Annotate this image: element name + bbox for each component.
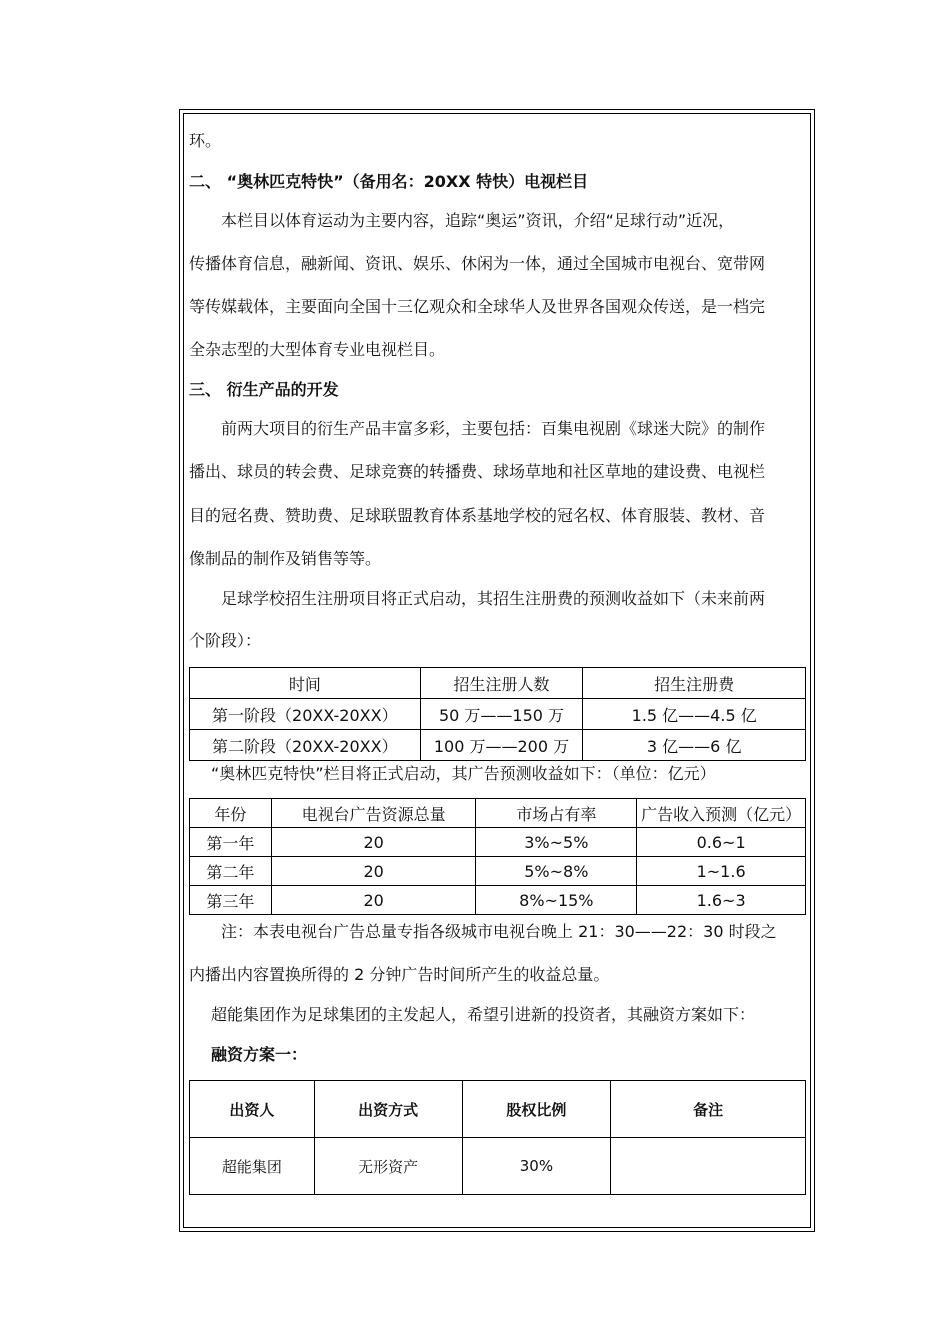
table-header-cell: 广告收入预测（亿元） xyxy=(637,799,806,828)
table-cell: 30% xyxy=(462,1138,611,1195)
table-cell: 20 xyxy=(271,828,476,857)
table-row xyxy=(190,828,806,857)
paragraph-line: 目的冠名费、赞助费、足球联盟教育体系基地学校的冠名权、体育服装、教材、音 xyxy=(189,506,766,525)
table-cell: 第一年 xyxy=(190,828,272,857)
registration-fee-table xyxy=(189,667,806,761)
table-row xyxy=(190,857,806,886)
paragraph-tail: 环。 xyxy=(189,131,222,150)
paragraph-line: 像制品的制作及销售等等。 xyxy=(189,549,382,568)
table-header-cell: 市场占有率 xyxy=(476,799,637,828)
table-cell: 超能集团 xyxy=(190,1138,315,1195)
table-cell: 第二阶段（20XX-20XX） xyxy=(190,730,421,761)
table-header-row xyxy=(190,799,806,828)
table-header-cell: 年份 xyxy=(190,799,272,828)
table-header-row xyxy=(190,1081,806,1138)
paragraph-line: 播出、球员的转会费、足球竞赛的转播费、球场草地和社区草地的建设费、电视栏 xyxy=(189,462,766,481)
table-row xyxy=(190,699,806,730)
table-cell: 50 万——150 万 xyxy=(420,699,583,730)
financing-plan-heading: 融资方案一： xyxy=(211,1045,308,1064)
paragraph-line: 等传媒载体，主要面向全国十三亿观众和全球华人及世界各国观众传送，是一档完 xyxy=(189,297,766,316)
paragraph-line: 传播体育信息，融新闻、资讯、娱乐、休闲为一体，通过全国城市电视台、宽带网 xyxy=(189,254,766,273)
table-cell: 第二年 xyxy=(190,857,272,886)
table-cell: 20 xyxy=(271,857,476,886)
table-header-cell: 电视台广告资源总量 xyxy=(271,799,476,828)
section-heading-3: 三、 衍生产品的开发 xyxy=(189,380,339,399)
table-header-cell: 出资方式 xyxy=(314,1081,462,1138)
note-line: 注：本表电视台广告总量专指各级城市电视台晚上 21：30——22：30 时段之 xyxy=(221,922,777,941)
table-cell: 3 亿——6 亿 xyxy=(583,730,806,761)
table-cell: 20 xyxy=(271,886,476,915)
table-cell: 第一阶段（20XX-20XX） xyxy=(190,699,421,730)
table-header-cell: 备注 xyxy=(611,1081,806,1138)
table-header-cell: 时间 xyxy=(190,668,421,699)
table-cell: 1.6~3 xyxy=(637,886,806,915)
table-cell: 第三年 xyxy=(190,886,272,915)
paragraph-line: “奥林匹克特快”栏目将正式启动，其广告预测收益如下：（单位：亿元） xyxy=(211,764,716,783)
paragraph-line: 个阶段）： xyxy=(189,631,262,650)
paragraph-line: 前两大项目的衍生产品丰富多彩，主要包括：百集电视剧《球迷大院》的制作 xyxy=(221,419,766,438)
table-cell: 100 万——200 万 xyxy=(420,730,583,761)
table-header-row xyxy=(190,668,806,699)
table-cell: 8%~15% xyxy=(476,886,637,915)
table-cell: 5%~8% xyxy=(476,857,637,886)
table-header-cell: 股权比例 xyxy=(462,1081,611,1138)
table-cell: 无形资产 xyxy=(314,1138,462,1195)
table-cell: 1.5 亿——4.5 亿 xyxy=(583,699,806,730)
table-header-cell: 招生注册人数 xyxy=(420,668,583,699)
table-cell: 3%~5% xyxy=(476,828,637,857)
paragraph-line: 足球学校招生注册项目将正式启动，其招生注册费的预测收益如下（未来前两 xyxy=(221,589,766,608)
table-cell xyxy=(611,1138,806,1195)
table-row xyxy=(190,730,806,761)
table-header-cell: 出资人 xyxy=(190,1081,315,1138)
paragraph-line: 超能集团作为足球集团的主发起人，希望引进新的投资者，其融资方案如下： xyxy=(211,1005,756,1024)
table-cell: 1~1.6 xyxy=(637,857,806,886)
financing-table xyxy=(189,1080,806,1195)
table-row xyxy=(190,1138,806,1195)
table-header-cell: 招生注册费 xyxy=(583,668,806,699)
ad-revenue-table xyxy=(189,798,806,915)
paragraph-line: 全杂志型的大型体育专业电视栏目。 xyxy=(189,340,446,359)
note-line: 内播出内容置换所得的 2 分钟广告时间所产生的收益总量。 xyxy=(189,965,610,984)
section-heading-2: 二、 “奥林匹克特快”（备用名：20XX 特快）电视栏目 xyxy=(189,172,589,191)
table-cell: 0.6~1 xyxy=(637,828,806,857)
paragraph-line: 本栏目以体育运动为主要内容，追踪“奥运”资讯，介绍“足球行动”近况， xyxy=(221,211,735,230)
table-row xyxy=(190,886,806,915)
